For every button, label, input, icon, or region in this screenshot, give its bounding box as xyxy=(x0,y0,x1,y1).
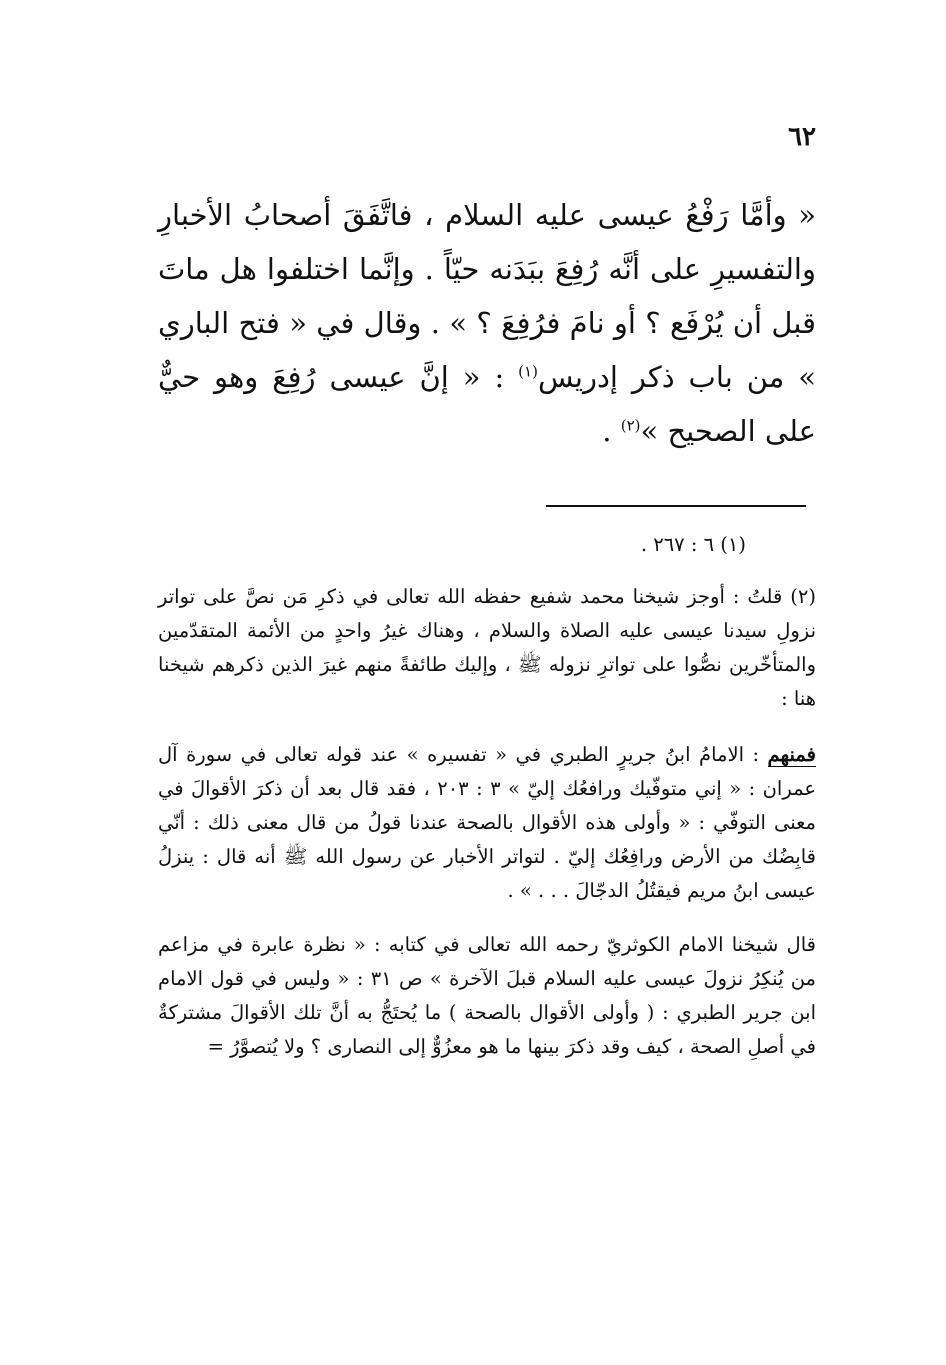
main-paragraph xyxy=(158,188,816,458)
main-paragraph-end: . xyxy=(602,414,621,448)
footnote-ref-1[interactable]: (١) xyxy=(518,362,538,381)
note-lead-word: فمنهم xyxy=(767,743,816,766)
page-number: ٦٢ xyxy=(788,122,816,152)
footnote-1: (١) ٦ : ٢٦٧ . xyxy=(640,533,746,556)
footnote-2-continuation xyxy=(158,738,816,908)
note-tabari-text: : الامامُ ابنُ جريرٍ الطبري في « تفسيره » عند قوله تعالى في سورة آل عمران : « إني متوفّيك ورافعُك إليّ » ٣ : ٢٠٣ ، فقد قال بعد أن ذكرَ الأقوالَ في معنى التوفّي : « وأولى هذه الأقوال بالصحة عندنا قولُ من قال معنى ذلك : أنّي قابِضُك من الأرض ورافِعُك إليّ . لتواتر الأخبار عن رسول الله ﷺ أنه قال : ينزلُ عيسى ابنُ مريم فيقتُلُ الدجّالَ . . . » . xyxy=(158,743,817,902)
footnotes-section xyxy=(158,528,816,1064)
main-paragraph-text: « وأمَّا رَفْعُ عيسى عليه السلام ، فاتَّفَقَ أصحابُ الأخبارِ والتفسيرِ على أنَّه رُفِعَ ببَدَنه حيّاً . وإنَّما اختلفوا هل ماتَ قبل أن يُرْفَع ؟ أو نامَ فرُفِعَ ؟ » . وقال في « فتح الباري » من باب ذكر إدريس xyxy=(158,198,816,394)
footnote-2: (٢) قلتُ : أوجز شيخنا محمد شفيع حفظه الله تعالى في ذكرِ مَن نصَّ على تواتر نزولِ سيدنا عيسى عليه الصلاة والسلام ، وهناك غيرُ واحدٍ من الأئمة المتقدّمين والمتأخّرين نصُّوا على تواترِ نزوله ﷺ ، وإليك طائفةً منهم غيرَ الذين ذكرهم شيخنا هنا : xyxy=(158,585,816,710)
footnote-divider xyxy=(546,505,806,507)
main-quote-text: : « إنَّ عيسى رُفِعَ وهو حيٌّ على الصحيح » xyxy=(158,360,816,448)
footnote-kawthari: قال شيخنا الامام الكوثريّ رحمه الله تعالى في كتابه : « نظرة عابرة في مزاعم من يُنكِرُ نزولَ عيسى عليه السلام قبلَ الآخرة » ص ٣١ : « وليس في قول الامام ابن جرير الطبري : ( وأولى الأقوال بالصحة ) ما يُحتَجُّ به أنَّ تلك الأقوالَ مشتركةٌ في أصلِ الصحة ، كيف وقد ذكرَ بينها ما هو معزُوٌّ إلى النصارى ؟ ولا يُتصوَّرُ = xyxy=(158,933,817,1058)
footnote-ref-2[interactable]: (٢) xyxy=(620,416,641,435)
